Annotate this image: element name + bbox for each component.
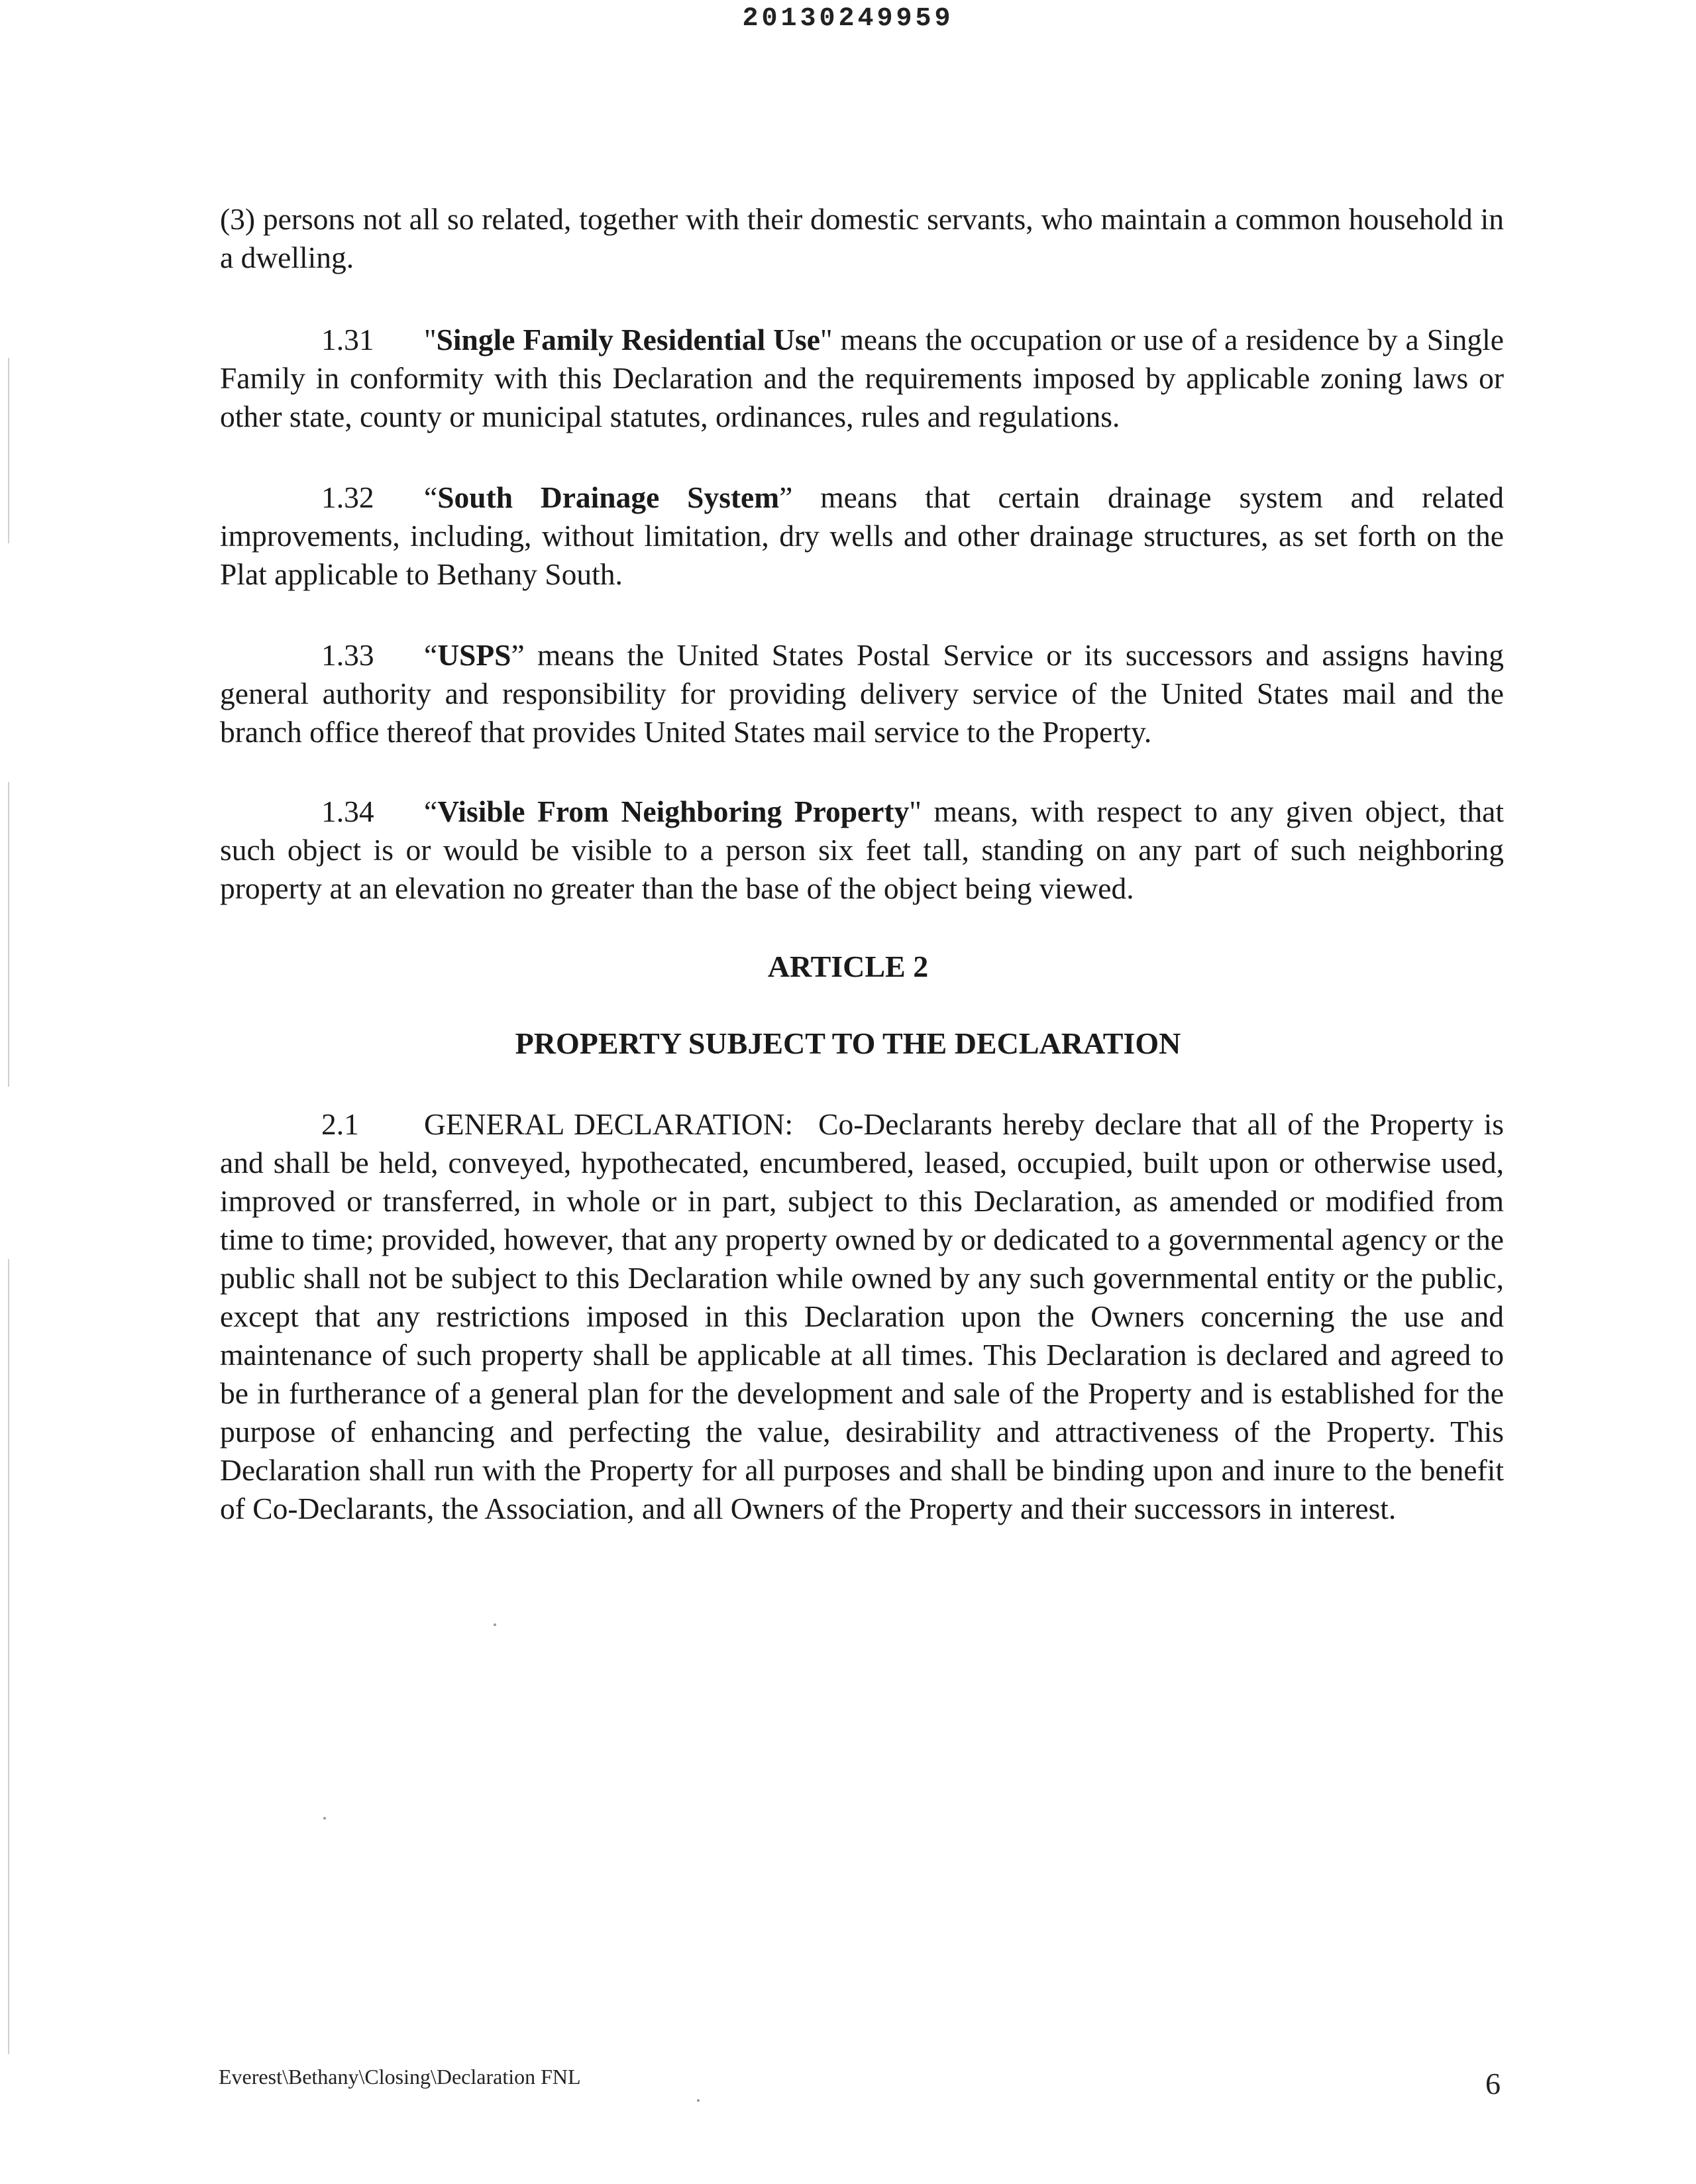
definition-text: means the occupation or use of a residence by a Single Family in conformity with this Declaration and the requirements imposed by applicable zoning laws or other state, county or municipal statutes, ordinances, rules and regulations.	[220, 323, 1505, 433]
close-quote: "	[820, 323, 833, 356]
section-text: Co-Declarants hereby declare that all of the Property is and shall be held, conveyed, hypothecated, encumbered, leased, occupied, built upon or otherwise used, improved or transferred, in whole or in part, subject to this Declaration, as amended or modified from time to time; provided, however, that any property owned by or dedicated to a governmental agency or the public shall not be subject to this Declaration while owned by any such governmental entity or the public, except that any restrictions imposed in this Declaration upon the Owners concerning the use and maintenance of such property shall be applicable at all times. This Declaration is declared and agreed to be in furtherance of a general plan for the development and sale of the Property and is established for the purpose of enhancing and perfecting the value, desirability and attractiveness of the Property. This Declaration shall run with the Property for all purposes and shall be binding upon and inure to the benefit of Co-Declarants, the Association, and all Owners of the Property and their successors in interest.	[220, 1107, 1505, 1525]
scan-speck	[697, 2099, 700, 2102]
scan-edge-line	[8, 358, 9, 543]
open-quote: “	[424, 480, 438, 514]
scan-speck	[323, 1817, 326, 1820]
scan-edge-line	[8, 1259, 9, 2054]
definition-text: means, with respect to any given object, that such object is or would be visible to a person six feet tall, standing on any part of such neighboring property at an elevation no greater than the base of the object being viewed.	[220, 794, 1504, 905]
article-number: ARTICLE 2	[767, 950, 929, 983]
section-number: 1.34	[321, 794, 374, 828]
footer-file-path: Everest\Bethany\Closing\Declaration FNL	[219, 2065, 581, 2089]
section-number: 1.33	[321, 638, 374, 672]
section-number: 1.31	[321, 323, 374, 356]
open-quote: “	[424, 794, 438, 828]
definition-text: means the United States Postal Service or its successors and assigns having general authority and responsibility for providing delivery service of the United States mail and the branch office thereof that provides United States mail service to the Property.	[220, 638, 1504, 749]
open-quote: “	[424, 638, 438, 672]
paragraph-text: (3) persons not all so related, together with their domestic servants, who maintain a common household in a dwelling.	[220, 202, 1504, 274]
scan-speck	[494, 1623, 496, 1626]
definition-1-31	[220, 321, 1504, 436]
article-title: PROPERTY SUBJECT TO THE DECLARATION	[515, 1026, 1181, 1060]
close-quote: "	[909, 794, 922, 828]
open-quote: "	[424, 323, 437, 356]
section-number: 2.1	[321, 1107, 359, 1141]
definition-1-32	[220, 478, 1504, 594]
definition-1-33	[220, 636, 1504, 751]
defined-term: Single Family Residential Use	[436, 323, 820, 356]
section-2-1	[220, 1105, 1504, 1528]
definition-text: means that certain drainage system and related improvements, including, without limitation, dry wells and other drainage structures, as set forth on the Plat applicable to Bethany South.	[220, 480, 1504, 591]
document-number: 20130249959	[742, 4, 954, 34]
close-quote: ”	[779, 480, 793, 514]
paragraph-continuation	[220, 200, 1504, 277]
defined-term: Visible From Neighboring Property	[437, 794, 910, 828]
page-number: 6	[1485, 2067, 1501, 2101]
defined-term: USPS	[437, 638, 511, 672]
section-label: GENERAL DECLARATION:	[424, 1107, 794, 1141]
close-quote: ”	[511, 638, 525, 672]
definition-1-34	[220, 792, 1504, 908]
defined-term: South Drainage System	[437, 480, 780, 514]
section-number: 1.32	[321, 480, 374, 514]
